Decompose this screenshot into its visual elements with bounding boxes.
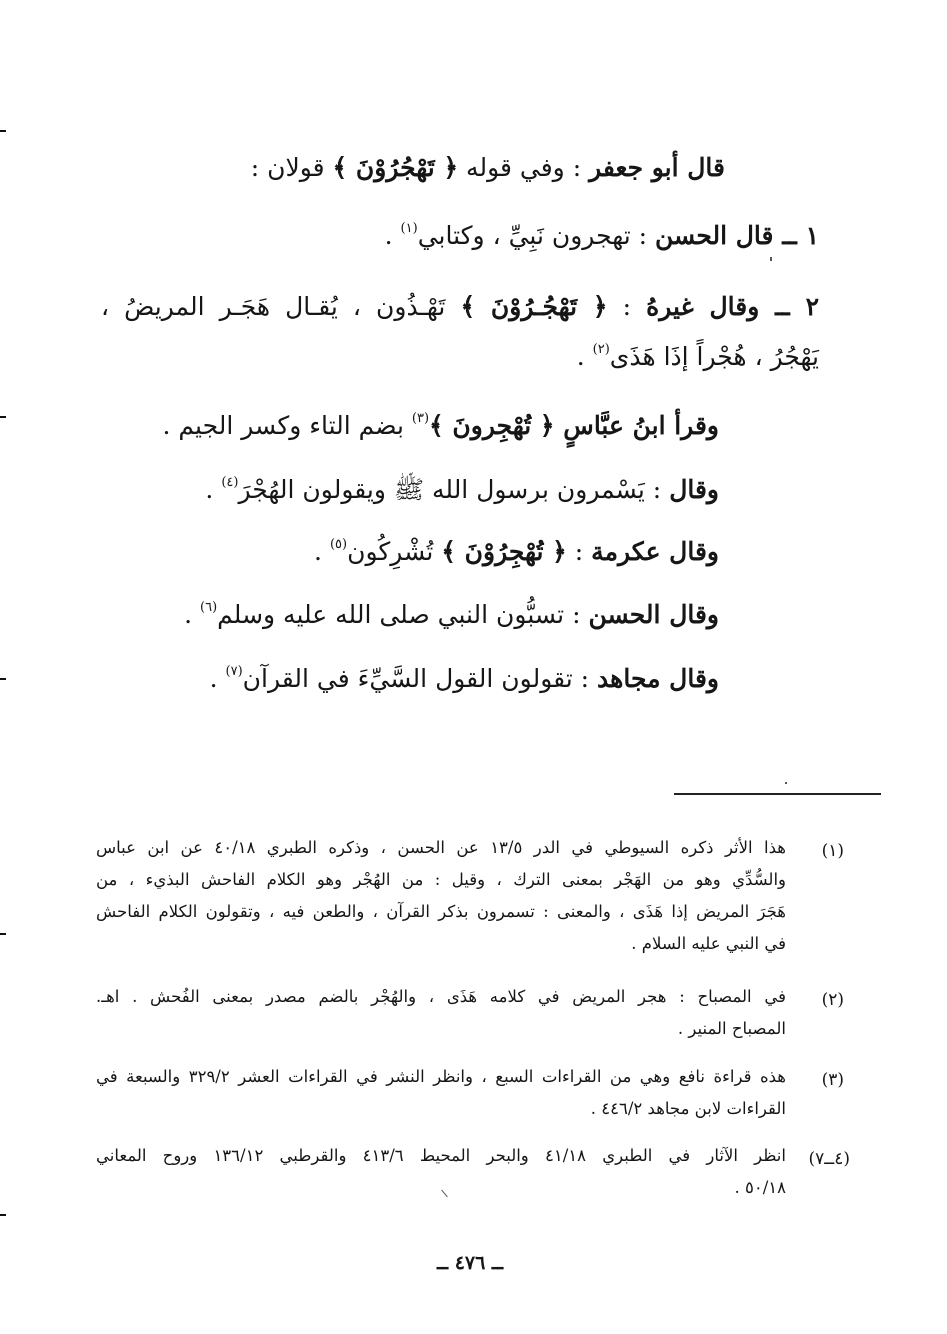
footnote-4-7-line-2: ٥٠/١٨ . bbox=[734, 1178, 786, 1197]
footnote-number: (١) bbox=[821, 841, 844, 861]
intro-speaker: قال أبو جعفر bbox=[589, 153, 725, 182]
footnote-4-7-line-1: انظر الآثار في الطبري ٤١/١٨ والبحر المحيط ٤١٣/٦ والقرطبي ١٣٦/١٢ وروح المعاني bbox=[96, 1146, 786, 1165]
scan-speck bbox=[785, 782, 787, 784]
opinion-2-continuation: يَهْجُرُ ، هُجْراً إذَا هَذَى bbox=[609, 342, 819, 371]
footnote-ref: (٧) bbox=[225, 664, 243, 679]
footnote-1-line-3: هَجَرَ المريض إذا هَذَى ، والمعنى : تسمرون بذكر القرآن ، والطعن فيه ، وتقولون الكلام الفاحش bbox=[96, 902, 786, 921]
saying-end: . bbox=[314, 537, 330, 566]
saying-text: : تسبُّون النبي صلى الله عليه وسلم bbox=[217, 600, 589, 629]
footnote-ref: (٢) bbox=[592, 342, 610, 357]
scan-edge-mark bbox=[0, 130, 6, 132]
scan-speck bbox=[770, 257, 772, 261]
saying-ikrimah bbox=[314, 537, 719, 567]
scan-edge-mark bbox=[0, 933, 6, 935]
saying-hasan bbox=[184, 600, 719, 630]
intro-line bbox=[251, 153, 725, 183]
footnote-ref: (١) bbox=[400, 221, 418, 236]
footnote-1-line-1: هذا الأثر ذكره السيوطي في الدر ١٣/٥ عن الحسن ، وذكره الطبري ٤٠/١٨ عن ابن عباس bbox=[96, 838, 786, 857]
footnote-number: (٤ــ٧) bbox=[808, 1149, 850, 1169]
footnote-1-line-2: والسُّدِّي وهو من الهَجْر بمعنى الترك ، وقيل : من الهُجْر وهو الكلام الفاحش البذيء ، من bbox=[96, 870, 786, 889]
footnote-ref: (٦) bbox=[200, 600, 218, 615]
saying-mujahid bbox=[210, 664, 719, 694]
opinion-1-text: : تهجرون نَبِيِّ ، وكتابي bbox=[417, 221, 656, 250]
saying-text: تُشْرِكُون bbox=[347, 537, 442, 566]
saying-end: . bbox=[209, 664, 226, 693]
footnote-1-line-4: في النبي عليه السلام . bbox=[631, 934, 786, 953]
quranic-word: ﴿ تُهْجِرُوْنَ ﴾ bbox=[441, 537, 567, 566]
footnote-3-line-1: هذه قراءة نافع وهي من القراءات السبع ، وانظر النشر في القراءات العشر ٣٢٩/٢ والسبعة في bbox=[96, 1067, 786, 1086]
opinion-2-end: . bbox=[576, 342, 593, 371]
opinion-1-speaker: ١ ــ قال الحسن bbox=[655, 221, 819, 250]
reader-name: وقرأ ابنُ عبَّاسٍ bbox=[563, 411, 719, 440]
opinion-1 bbox=[385, 221, 819, 251]
page-number: ــ ٤٧٦ ــ bbox=[436, 1252, 504, 1274]
footnote-ref: (٤) bbox=[221, 475, 239, 490]
quranic-word: ﴿ تَهْجُـرُوْنَ ﴾ bbox=[460, 292, 608, 321]
scan-edge-mark bbox=[0, 416, 6, 418]
footnote-2-line-1: في المصباح : هجر المريض في كلامه هَذَى ، والهُجْر بالضم مصدر بمعنى الفُحش . اهـ. bbox=[96, 987, 786, 1006]
reading-ibn-abbas bbox=[163, 411, 720, 441]
saying-end: . bbox=[184, 600, 201, 629]
reading-text: بضم التاء وكسر الجيم . bbox=[162, 411, 412, 440]
opinion-2-line-1 bbox=[101, 292, 819, 322]
footnote-ref: (٥) bbox=[329, 537, 348, 552]
opinion-2-sep: : bbox=[607, 292, 647, 321]
opinion-2-text: تَهْـذُون ، يُقـال هَجَـر المريضُ ، bbox=[101, 292, 461, 321]
opinion-2-speaker: ٢ ــ وقال غيرهُ bbox=[646, 292, 820, 321]
intro-text: : وفي قوله bbox=[458, 153, 590, 182]
footnote-ref: (٣) bbox=[411, 411, 430, 426]
scan-speck bbox=[441, 1190, 448, 1198]
saying-speaker: وقال bbox=[669, 475, 719, 504]
saying-speaker: وقال عكرمة bbox=[591, 537, 719, 566]
intro-after: قولان : bbox=[250, 153, 333, 182]
opinion-1-end: . bbox=[384, 221, 401, 250]
footnote-separator bbox=[674, 793, 881, 795]
saying-speaker: وقال الحسن bbox=[588, 600, 719, 629]
scan-edge-mark bbox=[0, 1214, 6, 1216]
saying-2 bbox=[205, 475, 719, 505]
quranic-word: ﴿ تُهْجِرونَ ﴾ bbox=[429, 411, 564, 440]
quranic-word: ﴿ تَهْجُرُوْنَ ﴾ bbox=[332, 153, 459, 182]
saying-text: : يَسْمرون برسول الله ﷺ ويقولون الهُجْرَ bbox=[238, 475, 670, 504]
saying-text: : تقولون القول السَّيِّءَ في القرآن bbox=[242, 664, 598, 693]
saying-speaker: وقال مجاهد bbox=[597, 664, 719, 693]
footnote-2-line-2: المصباح المنير . bbox=[677, 1019, 786, 1038]
scan-edge-mark bbox=[0, 678, 6, 680]
footnote-number: (٢) bbox=[821, 990, 844, 1010]
saying-end: . bbox=[205, 475, 222, 504]
footnote-3-line-2: القراءات لابن مجاهد ٤٤٦/٢ . bbox=[590, 1099, 786, 1118]
opinion-2-line-2 bbox=[577, 342, 819, 372]
saying-sep: : bbox=[566, 537, 592, 566]
footnote-number: (٣) bbox=[821, 1070, 844, 1090]
